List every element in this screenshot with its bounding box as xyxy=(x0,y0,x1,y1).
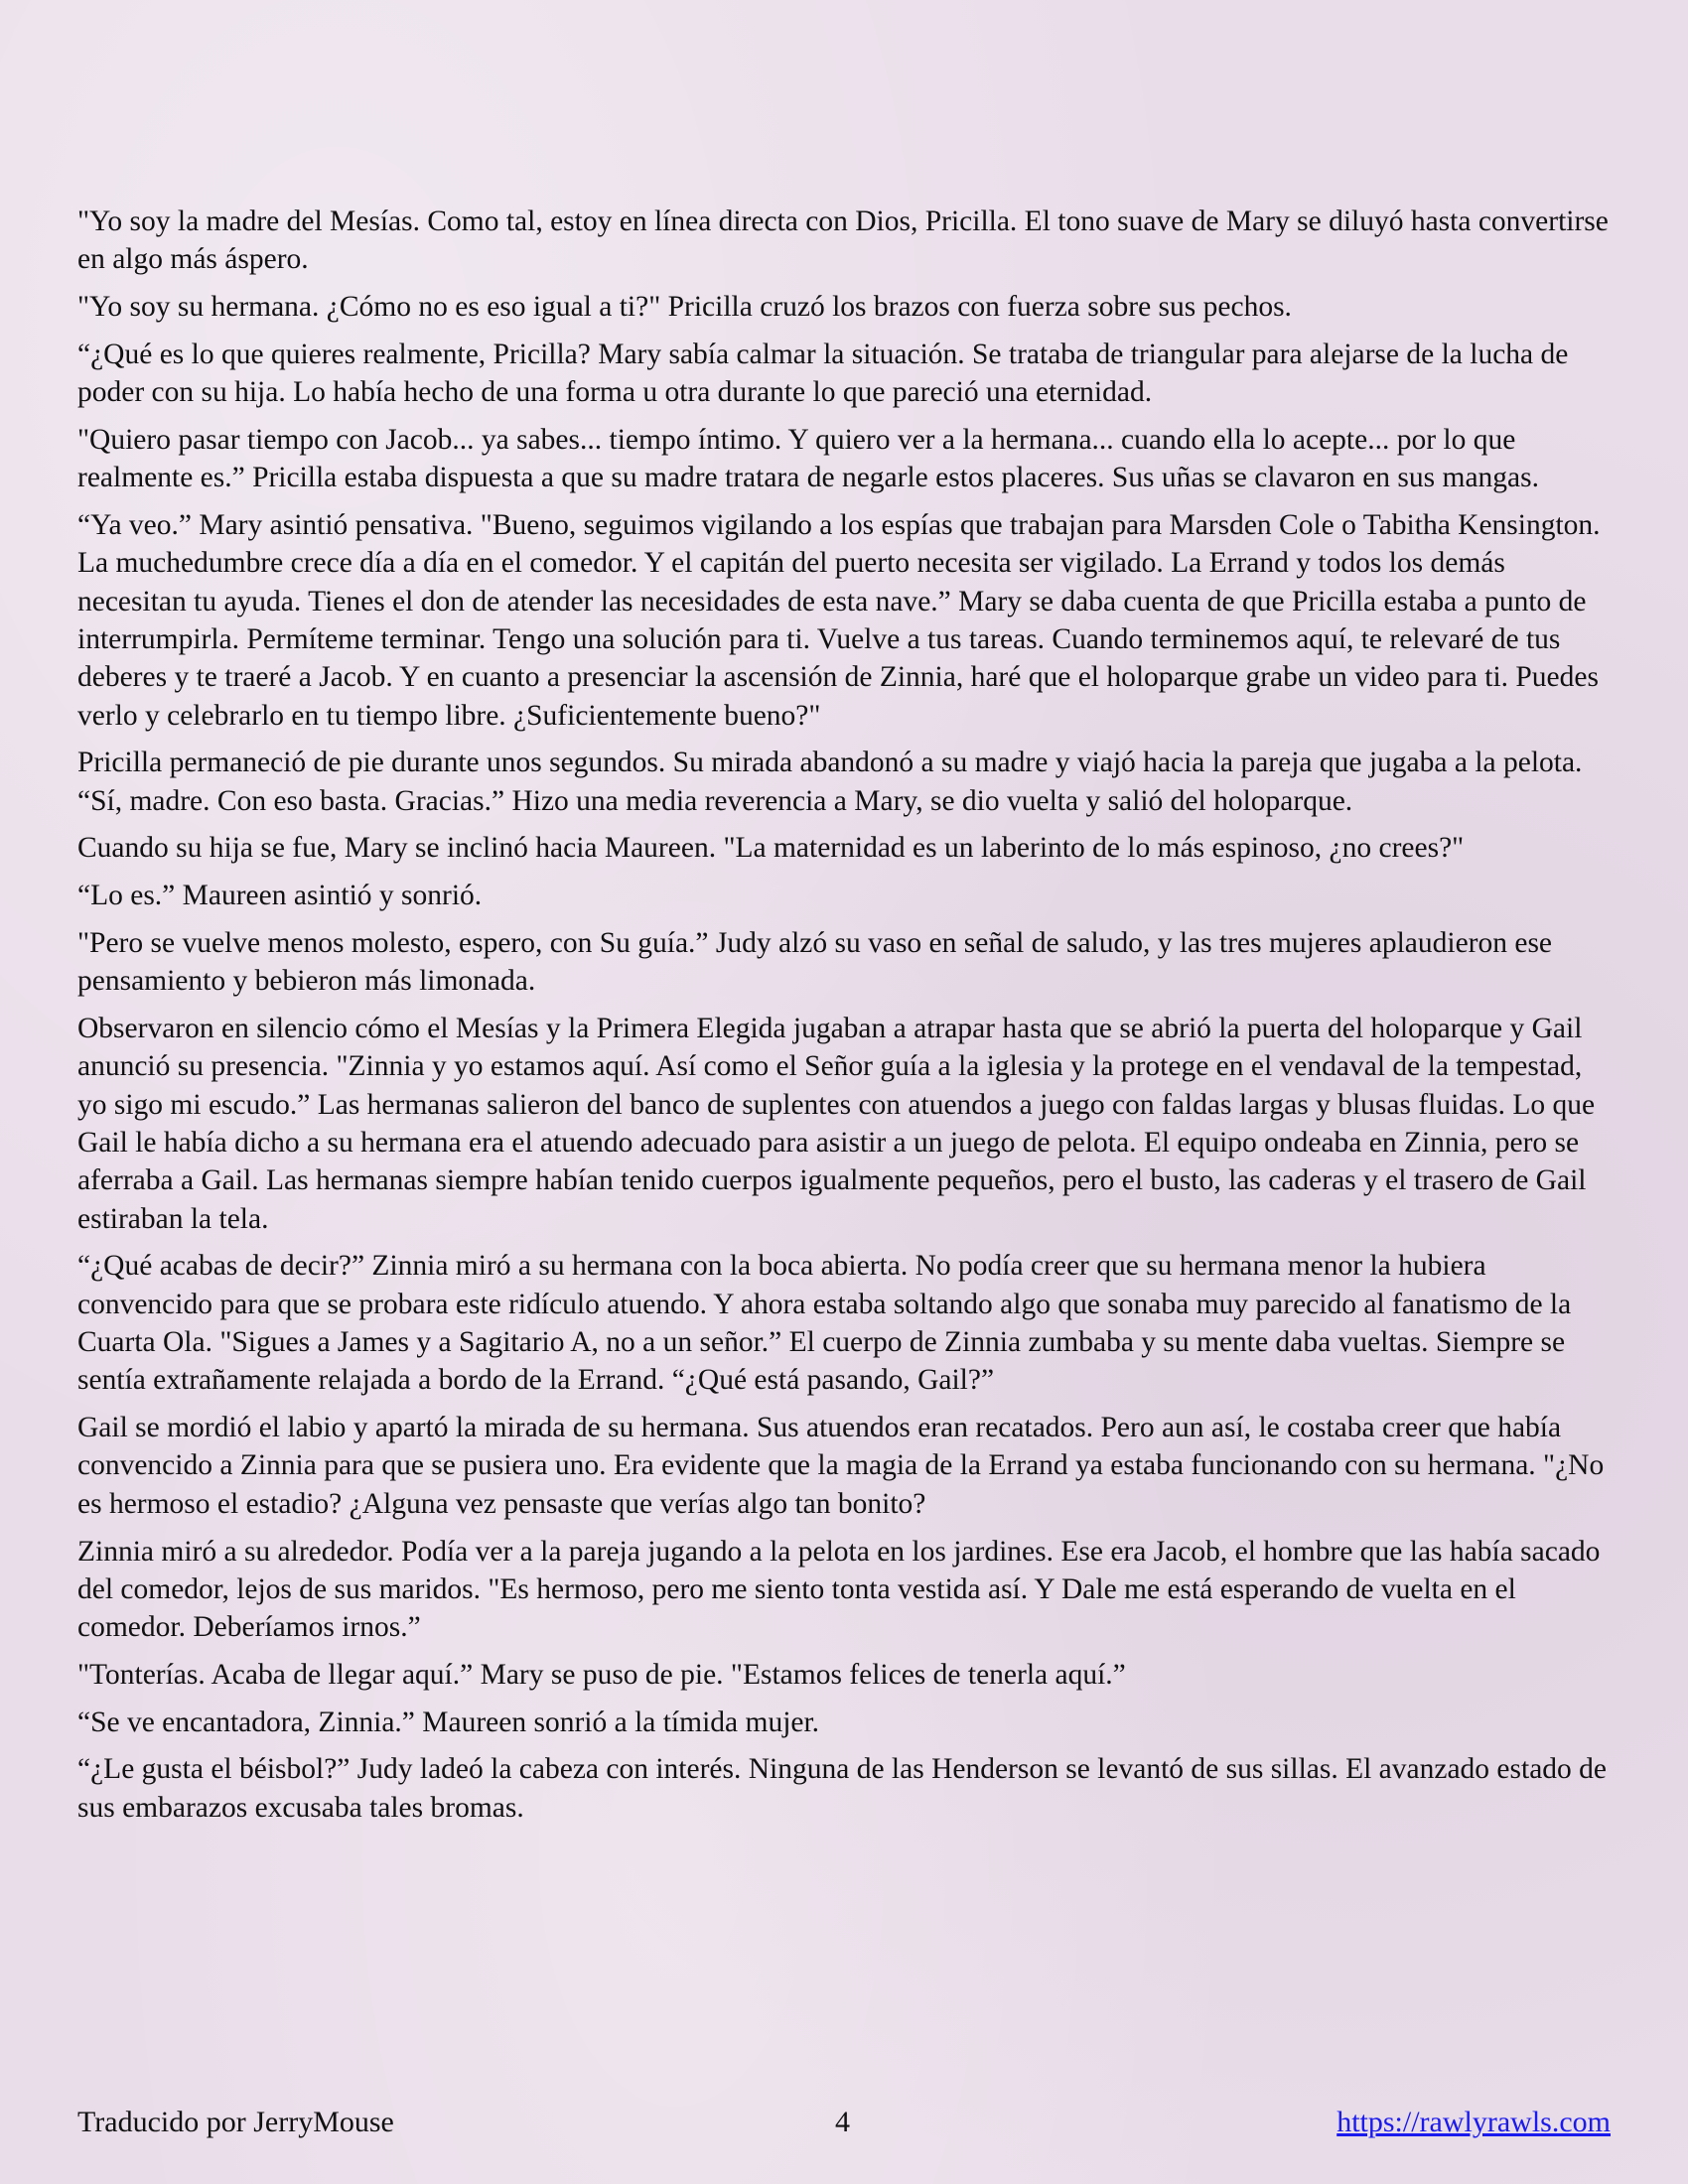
paragraph: “Lo es.” Maureen asintió y sonrió. xyxy=(77,880,483,912)
paragraph: “Ya veo.” Mary asintió pensativa. "Bueno, seguimos vigilando a los espías que trabajan para Marsden Cole o Tabitha Kensington. La muchedumbre crece día a día en el comedor. Y el capitán del puerto necesita ser vigilado. La Errand y todos los demás necesitan tu ayuda. Tienes el don de atender las necesidades de esta nave.” Mary se daba cuenta de que Pricilla estaba a punto de interrumpirla. Permíteme terminar. Tengo una solución para ti. Vuelve a tus tareas. Cuando terminemos aquí, te relevaré de tus deberes y te traeré a Jacob. Y en cuanto a presenciar la ascensión de Zinnia, haré que el holoparque grabe un video para ti. Puedes verlo y celebrarlo en tu tiempo libre. ¿Suficientemente bueno?" xyxy=(77,509,1601,732)
paragraph: Zinnia miró a su alrededor. Podía ver a la pareja jugando a la pelota en los jardines. Ese era Jacob, el hombre que las había sacado del comedor, lejos de sus maridos. "Es hermoso, pero me siento tonta vestida así. Y Dale me está esperando de vuelta en el comedor. Deberíamos irnos.” xyxy=(77,1535,1601,1644)
paragraph: "Yo soy la madre del Mesías. Como tal, estoy en línea directa con Dios, Pricilla. El tono suave de Mary se diluyó hasta convertirse en algo más áspero. xyxy=(77,205,1609,276)
paragraph: “¿Qué es lo que quieres realmente, Pricilla? Mary sabía calmar la situación. Se trataba de triangular para alejarse de la lucha de poder con su hija. Lo había hecho de una forma u otra durante lo que pareció una eternidad. xyxy=(77,338,1569,409)
paragraph: "Quiero pasar tiempo con Jacob... ya sabes... tiempo íntimo. Y quiero ver a la hermana... cuando ella lo acepte... por lo que realmente es.” Pricilla estaba dispuesta a que su madre tratara de negarle estos placeres. Sus uñas se clavaron en sus mangas. xyxy=(77,423,1539,494)
paragraph: “¿Le gusta el béisbol?” Judy ladeó la cabeza con interés. Ninguna de las Henderson se levantó de sus sillas. El avanzado estado de sus embarazos excusaba tales bromas. xyxy=(77,1753,1608,1824)
paragraph: “Se ve encantadora, Zinnia.” Maureen sonrió a la tímida mujer. xyxy=(77,1706,820,1738)
page-number: 4 xyxy=(835,2106,850,2138)
page-footer xyxy=(77,2103,1611,2142)
paragraph: "Pero se vuelve menos molesto, espero, con Su guía.” Judy alzó su vaso en señal de saludo, y las tres mujeres aplaudieron ese pensamiento y bebieron más limonada. xyxy=(77,927,1553,998)
paragraph: "Tonterías. Acaba de llegar aquí.” Mary se puso de pie. "Estamos felices de tenerla aquí.” xyxy=(77,1658,1126,1691)
paragraph: Cuando su hija se fue, Mary se inclinó hacia Maureen. "La maternidad es un laberinto de lo más espinoso, ¿no crees?" xyxy=(77,832,1465,865)
translator-credit: Traducido por JerryMouse xyxy=(77,2106,394,2138)
paragraph: "Yo soy su hermana. ¿Cómo no es eso igual a ti?" Pricilla cruzó los brazos con fuerza sobre sus pechos. xyxy=(77,291,1292,324)
paragraph: Pricilla permaneció de pie durante unos segundos. Su mirada abandonó a su madre y viajó hacia la pareja que jugaba a la pelota. “Sí, madre. Con eso basta. Gracias.” Hizo una media reverencia a Mary, se dio vuelta y salió del holoparque. xyxy=(77,747,1583,817)
body-text xyxy=(77,203,1615,1837)
paragraph: Observaron en silencio cómo el Mesías y la Primera Elegida jugaban a atrapar hasta que se abrió la puerta del holoparque y Gail anunció su presencia. "Zinnia y yo estamos aquí. Así como el Señor guía a la iglesia y la protege en el vendaval de la tempestad, yo sigo mi escudo.” Las hermanas salieron del banco de suplentes con atuendos a juego con faldas largas y blusas fluidas. Lo que Gail le había dicho a su hermana era el atuendo adecuado para asistir a un juego de pelota. El equipo ondeaba en Zinnia, pero se aferraba a Gail. Las hermanas siempre habían tenido cuerpos igualmente pequeños, pero el busto, las caderas y el trasero de Gail estiraban la tela. xyxy=(77,1013,1596,1235)
paragraph: “¿Qué acabas de decir?” Zinnia miró a su hermana con la boca abierta. No podía creer que su hermana menor la hubiera convencido para que se probara este ridículo atuendo. Y ahora estaba soltando algo que sonaba muy parecido al fanatismo de la Cuarta Ola. "Sigues a James y a Sagitario A, no a un señor.” El cuerpo de Zinnia zumbaba y su mente daba vueltas. Siempre se sentía extrañamente relajada a bordo de la Errand. “¿Qué está pasando, Gail?” xyxy=(77,1250,1572,1397)
website-link[interactable]: https://rawlyrawls.com xyxy=(1336,2106,1611,2138)
paragraph: Gail se mordió el labio y apartó la mirada de su hermana. Sus atuendos eran recatados. Pero aun así, le costaba creer que había convencido a Zinnia para que se pusiera uno. Era evidente que la magia de la Errand ya estaba funcionando con su hermana. "¿No es hermoso el estadio? ¿Alguna vez pensaste que verías algo tan bonito? xyxy=(77,1412,1605,1520)
